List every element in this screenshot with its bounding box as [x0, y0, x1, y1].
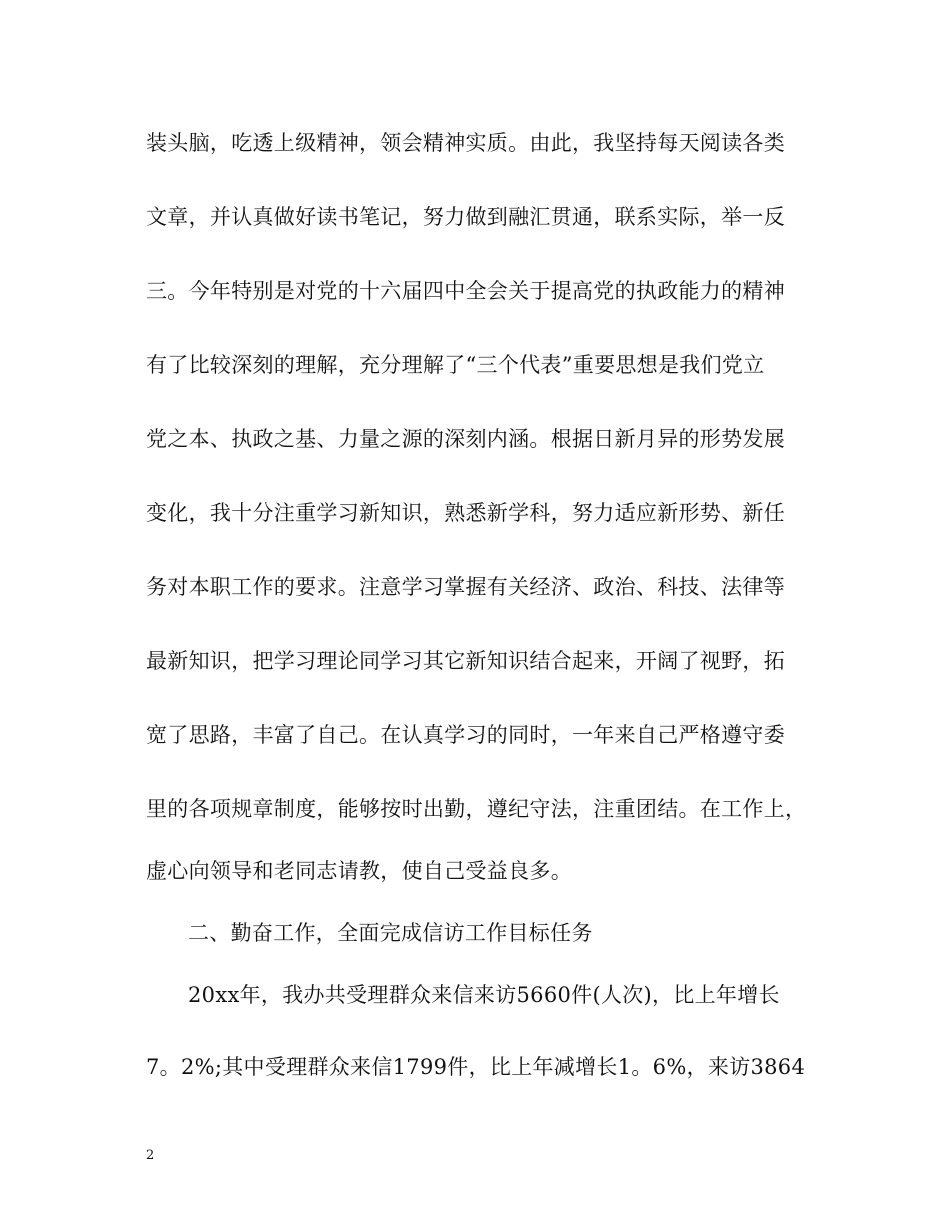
page-number: 2 — [146, 1148, 155, 1163]
body-text-line: 有了比较深刻的理解，充分理解了“三个代表”重要思想是我们党立 — [146, 353, 765, 377]
body-text-line: 最新知识，把学习理论同学习其它新知识结合起来，开阔了视野，拓 — [146, 649, 785, 673]
body-text-line: 装头脑，吃透上级精神，领会精神实质。由此，我坚持每天阅读各类 — [146, 131, 785, 155]
section-heading: 二、勤奋工作，全面完成信访工作目标任务 — [188, 921, 593, 945]
body-text-line: 7。2%;其中受理群众来信1799件，比上年减增长1。6%，来访3864 — [146, 1055, 806, 1079]
body-text-line: 20xx年，我办共受理群众来信来访5660件(人次)，比上年增长 — [188, 983, 780, 1007]
body-text-line: 里的各项规章制度，能够按时出勤，遵纪守法，注重团结。在工作上， — [146, 797, 807, 821]
body-text-line: 宽了思路，丰富了自己。在认真学习的同时，一年来自己严格遵守委 — [146, 723, 785, 747]
body-text-line: 党之本、执政之基、力量之源的深刻内涵。根据日新月异的形势发展 — [146, 427, 785, 451]
body-text-line: 三。今年特别是对党的十六届四中全会关于提高党的执政能力的精神 — [146, 279, 785, 303]
body-text-line: 务对本职工作的要求。注意学习掌握有关经济、政治、科技、法律等 — [146, 575, 785, 599]
body-text-line: 虚心向领导和老同志请教，使自己受益良多。 — [146, 859, 572, 883]
body-text-line: 文章，并认真做好读书笔记，努力做到融汇贯通，联系实际，举一反 — [146, 205, 785, 229]
body-text-line: 变化，我十分注重学习新知识，熟悉新学科，努力适应新形势、新任 — [146, 501, 785, 525]
